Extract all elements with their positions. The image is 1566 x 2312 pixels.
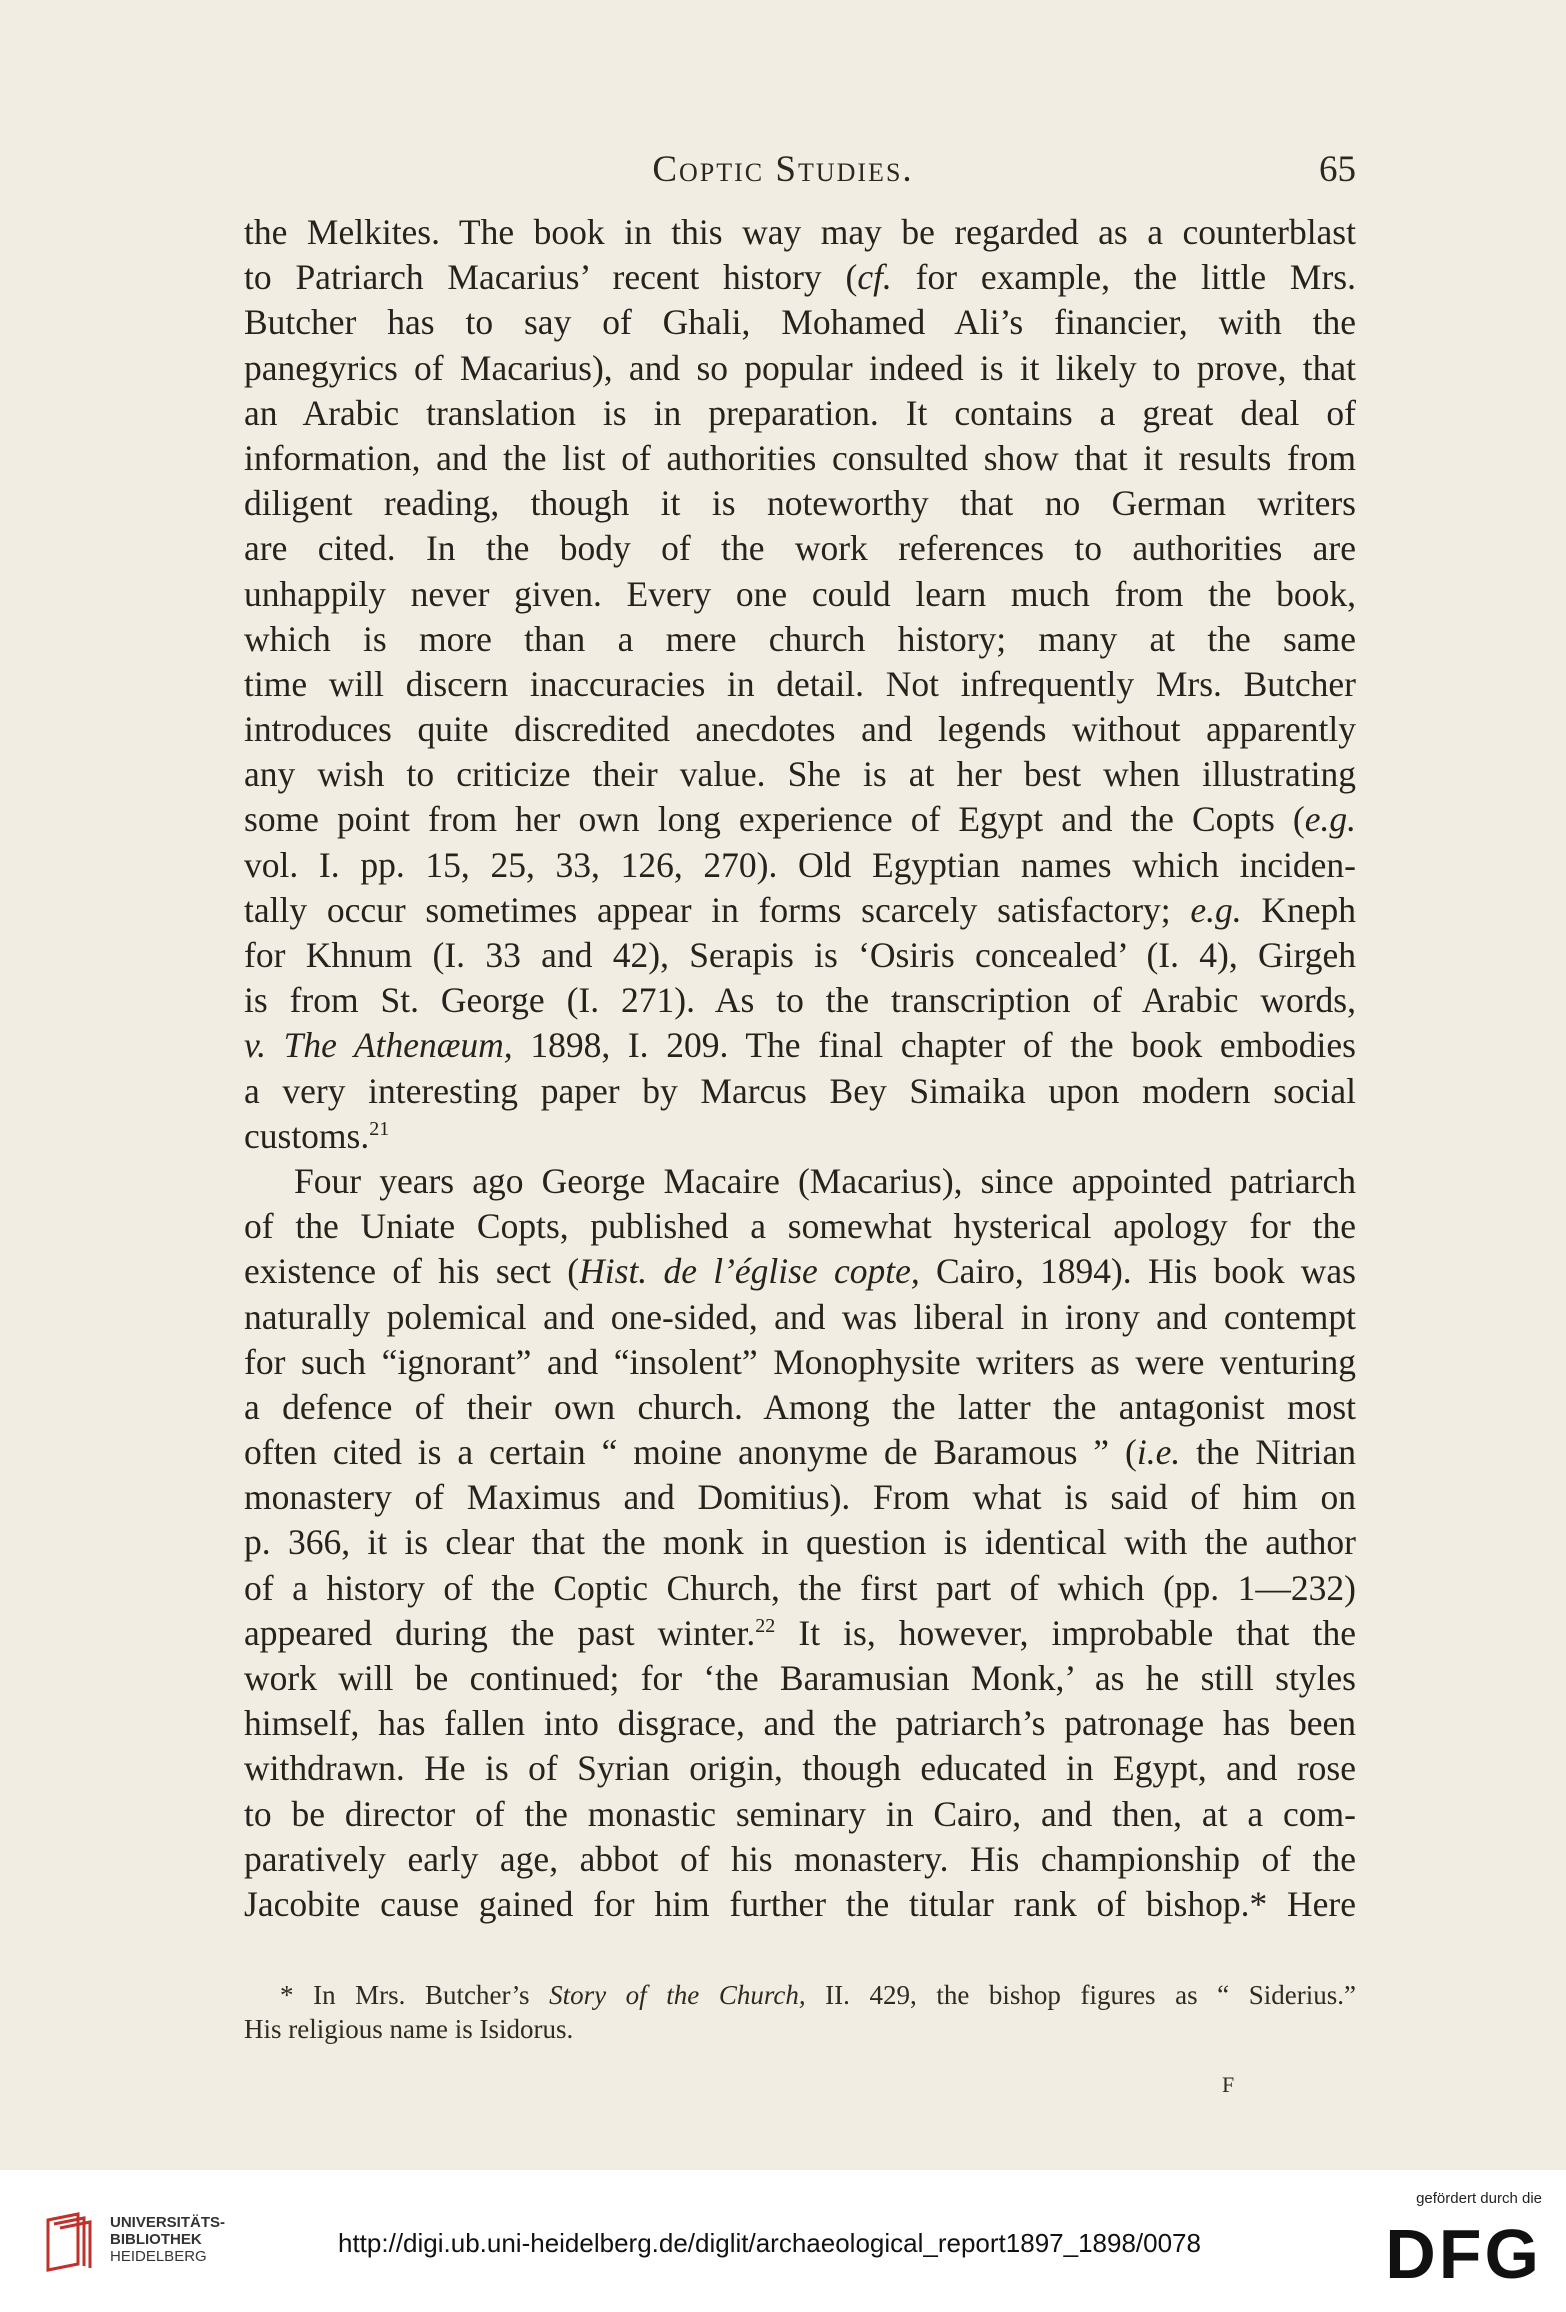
text-line: Four years ago George Macaire (Macarius), since appointed patriarch	[294, 1160, 1356, 1201]
text-line	[244, 1611, 1356, 1656]
funder-block[interactable]	[1372, 2190, 1542, 2300]
text-line: to be director of the monastic seminary in Cairo, and then, at a com-	[244, 1793, 1356, 1834]
text-line: unhappily never given. Every one could learn much from the book,	[244, 573, 1356, 614]
text-line	[244, 797, 1356, 842]
text-run: II. 429, the bishop figures as “ Siderius.”	[805, 1980, 1356, 2010]
library-name-line2: BIBLIOTHEK	[110, 2231, 202, 2248]
text-run: His religious name is Isidorus.	[244, 2014, 574, 2044]
permalink-url[interactable]: http://digi.ub.uni-heidelberg.de/diglit/archaeological_report1897_1898/0078	[338, 2228, 1201, 2258]
library-name	[110, 2214, 225, 2265]
text-line	[244, 888, 1356, 933]
text-line: vol. I. pp. 15, 25, 33, 126, 270). Old Egyptian names which inciden-	[244, 844, 1356, 885]
body-text	[244, 210, 1356, 1927]
text-line: panegyrics of Macarius), and so popular indeed is it likely to prove, that	[244, 347, 1356, 388]
text-line: himself, has fallen into disgrace, and the patriarch’s patronage has been	[244, 1703, 1356, 1744]
text-line: of a history of the Coptic Church, the first part of which (pp. 1—232)	[244, 1567, 1356, 1608]
library-logo[interactable]	[38, 2210, 378, 2280]
footnote-line	[244, 1978, 1356, 2012]
text-line: Butcher has to say of Ghali, Mohamed Ali’s financier, with the	[244, 302, 1356, 343]
text-run: for example, the little Mrs.	[891, 257, 1356, 298]
text-line: information, and the list of authorities consulted show that it results from	[244, 437, 1356, 478]
page-number: 65	[1319, 149, 1356, 190]
text-line: for such “ignorant” and “insolent” Monophysite writers as were venturing	[244, 1341, 1356, 1382]
text-line: are cited. In the body of the work references to authorities are	[244, 528, 1356, 569]
text-run: * In Mrs. Butcher’s	[280, 1980, 550, 2010]
text-run: to Patriarch Macarius’ recent history (	[244, 257, 858, 298]
signature-mark: F	[1222, 2072, 1235, 2097]
text-line	[244, 255, 1356, 300]
text-line: which is more than a mere church history; many at the same	[244, 618, 1356, 659]
text-line: time will discern inaccuracies in detail. Not infrequently Mrs. Butcher	[244, 663, 1356, 704]
text-line: for Khnum (I. 33 and 42), Serapis is ‘Osiris concealed’ (I. 4), Girgeh	[244, 935, 1356, 975]
text-run: the Nitrian	[1180, 1432, 1356, 1473]
text-line: withdrawn. He is of Syrian origin, though educated in Egypt, and rose	[244, 1748, 1356, 1789]
text-line	[244, 1114, 1356, 1159]
text-line: any wish to criticize their value. She is at her best when illustrating	[244, 754, 1356, 795]
text-run: tally occur sometimes appear in forms scarcely satisfactory;	[244, 889, 1191, 930]
text-run: e.g.	[1304, 799, 1356, 840]
digitization-footer	[0, 2170, 1566, 2312]
running-title: Coptic Studies.	[652, 149, 914, 190]
footnote-reference: 22	[755, 1614, 776, 1637]
text-line	[244, 1430, 1356, 1475]
library-name-line3: HEIDELBERG	[110, 2248, 207, 2265]
text-run: some point from her own long experience of Egypt and the Copts (	[244, 799, 1305, 840]
text-line: the Melkites. The book in this way may be regarded as a counterblast	[244, 212, 1356, 252]
text-run: It is, however, improbable that the	[775, 1612, 1356, 1653]
text-line: a very interesting paper by Marcus Bey Simaika upon modern social	[244, 1070, 1356, 1111]
text-line: introduces quite discredited anecdotes and legends without apparently	[244, 709, 1356, 750]
funder-caption: gefördert durch die	[1416, 2190, 1542, 2207]
text-run: appeared during the past winter.	[244, 1612, 756, 1653]
text-line: work will be continued; for ‘the Baramusian Monk,’ as he still styles	[244, 1658, 1356, 1698]
text-line	[244, 1023, 1356, 1068]
text-line: diligent reading, though it is noteworthy that no German writers	[244, 483, 1356, 524]
text-run: v. The Athenæum,	[244, 1025, 513, 1066]
text-run: Kneph	[1241, 889, 1356, 930]
footnote-reference: 21	[369, 1117, 390, 1140]
text-line: paratively early age, abbot of his monastery. His championship of the	[244, 1838, 1356, 1879]
text-line: Jacobite cause gained for him further the titular rank of bishop.* Here	[244, 1883, 1356, 1924]
text-line	[244, 1249, 1356, 1294]
text-line: monastery of Maximus and Domitius). From what is said of him on	[244, 1477, 1356, 1518]
library-name-line1: UNIVERSITÄTS-	[110, 2214, 226, 2231]
text-run: 1898, I. 209. The final chapter of the book embodies	[512, 1025, 1356, 1066]
text-run: Hist. de l’église copte,	[579, 1251, 920, 1292]
text-run: e.g.	[1190, 889, 1242, 930]
library-emblem-icon	[38, 2210, 98, 2274]
text-line: a defence of their own church. Among the latter the antagonist most	[244, 1386, 1356, 1427]
text-run: existence of his sect (	[244, 1251, 580, 1292]
text-run: often cited is a certain “ moine anonyme de Baramous ” (	[244, 1432, 1137, 1473]
text-run: Story of the Church,	[549, 1980, 806, 2010]
text-line: naturally polemical and one-sided, and was liberal in irony and contempt	[244, 1296, 1356, 1337]
text-line: is from St. George (I. 271). As to the transcription of Arabic words,	[244, 980, 1356, 1021]
footnotes	[244, 1978, 1356, 2046]
running-header	[0, 148, 1566, 198]
text-run: customs.	[244, 1115, 370, 1156]
text-run: cf.	[857, 257, 892, 298]
dfg-logo: DFG	[1385, 2215, 1542, 2293]
text-line: of the Uniate Copts, published a somewhat hysterical apology for the	[244, 1206, 1356, 1247]
text-run: Cairo, 1894). His book was	[919, 1251, 1356, 1292]
footnote-line	[244, 2012, 1356, 2046]
text-run: i.e.	[1136, 1432, 1181, 1473]
text-line: p. 366, it is clear that the monk in question is identical with the author	[244, 1522, 1356, 1563]
text-line: an Arabic translation is in preparation. It contains a great deal of	[244, 392, 1356, 433]
